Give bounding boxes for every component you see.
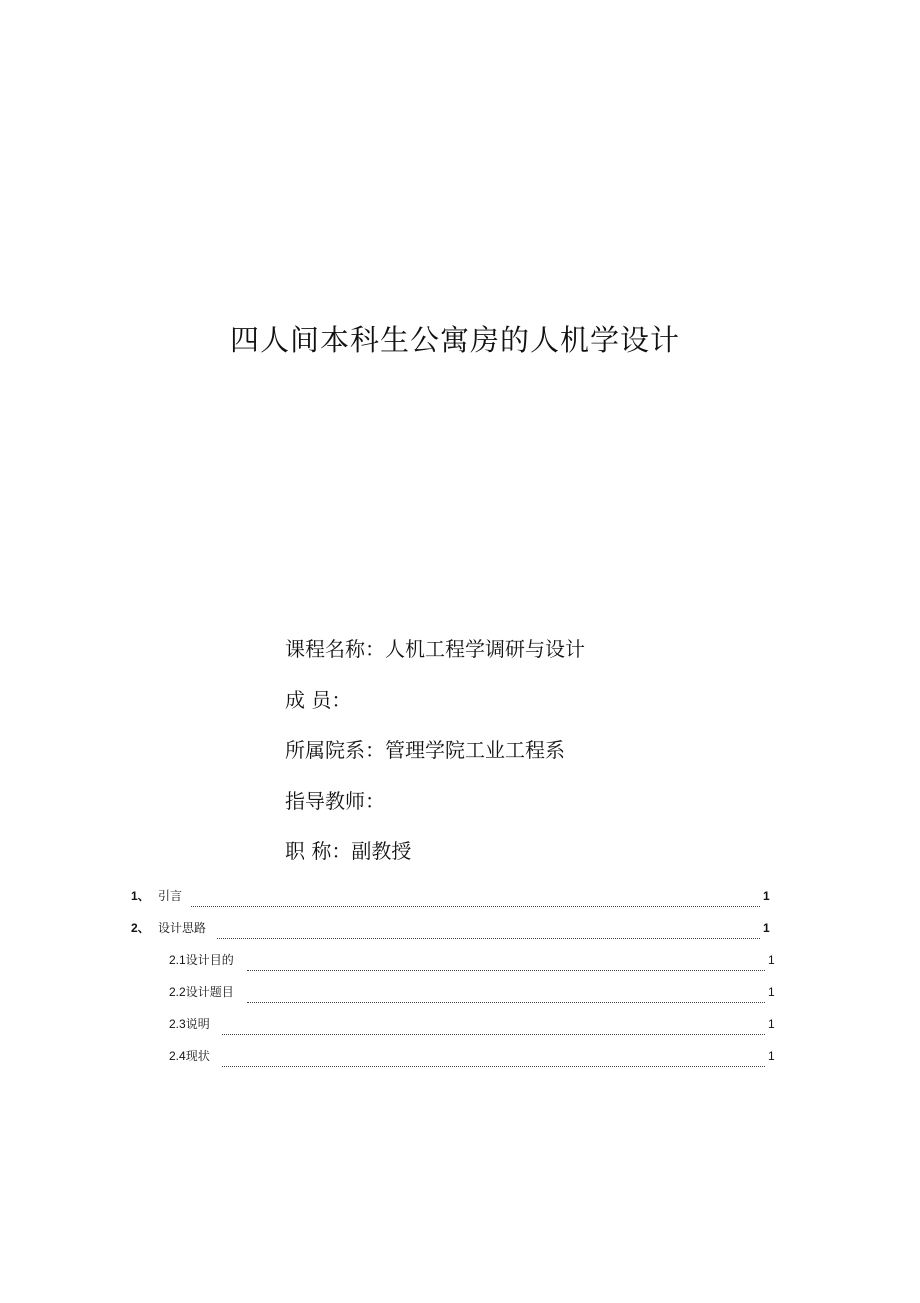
info-label: 职 称： (285, 839, 352, 863)
toc-entry-page: 1 (763, 921, 770, 935)
toc-dot-leader (222, 1012, 765, 1035)
info-label: 指导教师： (285, 788, 385, 813)
toc-dot-leader (247, 948, 765, 971)
toc-entry-page: 1 (763, 889, 770, 903)
info-label: 课程名称： (285, 637, 385, 661)
toc-entry-title-text: 说明 (185, 1017, 210, 1031)
toc-entry-page: 1 (768, 953, 775, 967)
toc-entry[interactable] (0, 948, 920, 980)
info-members (285, 684, 585, 735)
info-course-name (285, 633, 585, 684)
toc-entry-section: 2.4 (169, 1049, 186, 1063)
toc-entry[interactable] (0, 884, 920, 916)
toc-entry-section: 2.3 (169, 1017, 186, 1031)
toc-dot-leader (217, 916, 760, 939)
toc-entry-section: 2.1 (169, 953, 186, 967)
toc-entry-title-text: 设计目的 (185, 953, 234, 967)
toc-entry-page: 1 (768, 1049, 775, 1063)
info-department (285, 734, 585, 785)
toc-entry-page: 1 (768, 985, 775, 999)
toc-entry-section: 2.2 (169, 985, 186, 999)
toc-entry[interactable] (0, 980, 920, 1012)
toc-entry[interactable] (0, 1044, 920, 1076)
toc-entry-title (169, 948, 234, 972)
toc-dot-leader (191, 884, 760, 907)
cover-info-list (285, 633, 585, 886)
toc-entry-page: 1 (768, 1017, 775, 1031)
toc-entry-title: 引言 (158, 889, 183, 903)
toc-entry-number: 2、 (131, 921, 150, 935)
info-label: 所属院系： (285, 738, 385, 762)
toc-entry-title: 设计思路 (158, 921, 207, 935)
toc-entry[interactable] (0, 1012, 920, 1044)
table-of-contents (0, 884, 920, 1076)
toc-dot-leader (222, 1044, 765, 1067)
document-title: 四人间本科生公寓房的人机学设计 (229, 323, 680, 357)
info-label: 成 员： (285, 687, 352, 712)
toc-entry-title (169, 1012, 210, 1036)
info-advisor (285, 785, 585, 836)
toc-entry-title (169, 980, 234, 1004)
toc-entry-title-text: 设计题目 (185, 985, 234, 999)
toc-dot-leader (247, 980, 765, 1003)
toc-entry-title-text: 现状 (185, 1049, 210, 1063)
toc-entry[interactable] (0, 916, 920, 948)
toc-entry-number: 1、 (131, 889, 150, 903)
info-value: 副教授 (351, 839, 412, 863)
toc-entry-title (169, 1044, 210, 1068)
info-value: 管理学院工业工程系 (385, 738, 565, 762)
info-value: 人机工程学调研与设计 (385, 637, 585, 661)
info-job-title (285, 835, 585, 886)
